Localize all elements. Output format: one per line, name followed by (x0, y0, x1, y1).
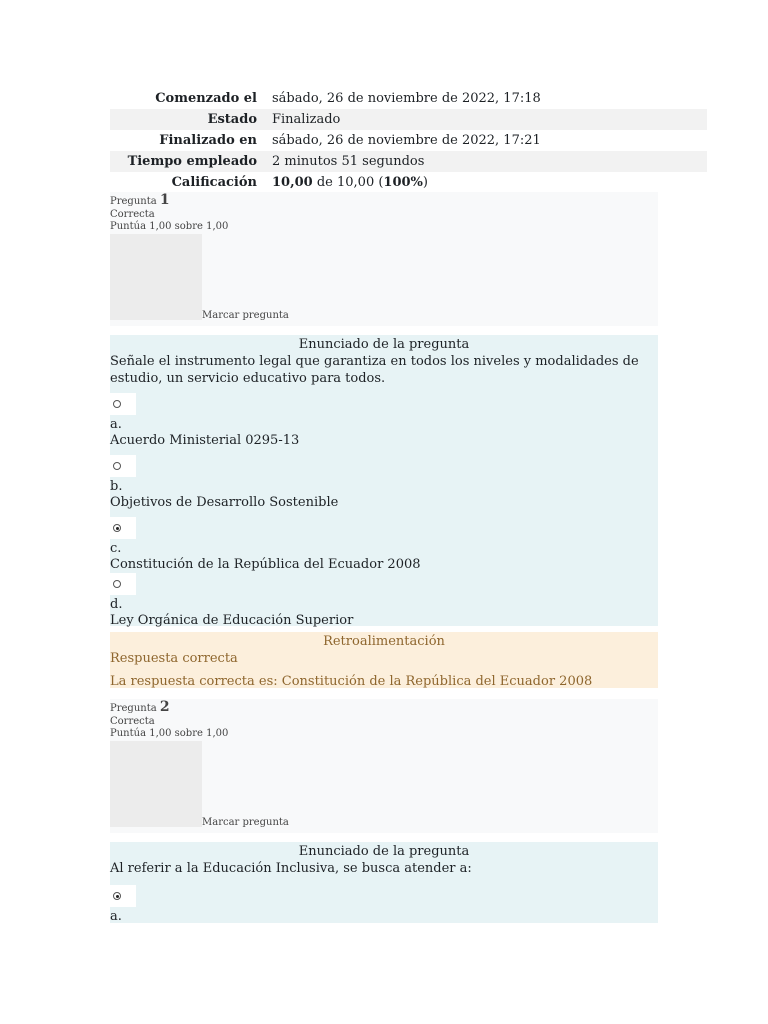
summary-label: Finalizado en (159, 133, 257, 148)
feedback-heading: Retroalimentación (323, 634, 445, 649)
option-text: Acuerdo Ministerial 0295-13 (110, 433, 300, 448)
question-heading: Enunciado de la pregunta (298, 337, 470, 352)
answer-option[interactable] (110, 455, 658, 511)
summary-label: Tiempo empleado (127, 154, 257, 169)
feedback-result: Respuesta correcta (110, 651, 238, 666)
question-num: 1 (159, 192, 170, 208)
question-heading: Enunciado de la pregunta (298, 844, 470, 859)
question-text-block (110, 335, 658, 626)
question-state: Correcta (110, 209, 155, 220)
summary-value: sábado, 26 de noviembre de 2022, 17:21 (272, 133, 541, 148)
question-text: Señale el instrumento legal que garantiza en todos los niveles y modalidades de estudio, un servicio educativo para todos. (110, 354, 639, 386)
question-state: Correcta (110, 716, 155, 727)
question-number (110, 700, 658, 716)
attempt-summary (110, 88, 707, 194)
feedback-answer: La respuesta correcta es: Constitución de la República del Ecuador 2008 (110, 674, 593, 689)
radio-cell (110, 517, 136, 539)
feedback-block (110, 632, 658, 688)
grade-score: 10,00 (272, 175, 313, 190)
question-grade: Puntúa 1,00 sobre 1,00 (110, 728, 229, 739)
answer-option[interactable] (110, 517, 658, 573)
summary-value: Finalizado (272, 112, 341, 127)
flag-area (110, 234, 202, 320)
answer-option[interactable] (110, 393, 658, 449)
grade-percent: 100% (383, 175, 423, 190)
radio-button-selected[interactable] (113, 524, 121, 532)
option-letter: b. (110, 479, 123, 494)
summary-value: 2 minutos 51 segundos (272, 154, 425, 169)
option-letter: a. (110, 909, 122, 924)
summary-label: Estado (207, 112, 257, 127)
option-text: Constitución de la República del Ecuador 2008 (110, 557, 421, 572)
summary-row-finished (110, 130, 707, 151)
answer-option[interactable] (110, 885, 658, 924)
grade-mid: de 10,00 ( (312, 175, 384, 190)
answer-option[interactable] (110, 573, 658, 629)
question-prefix: Pregunta (110, 703, 157, 714)
summary-value (272, 175, 658, 190)
question-text-block (110, 842, 658, 923)
question-number (110, 193, 658, 209)
option-text: Objetivos de Desarrollo Sostenible (110, 495, 339, 510)
question-prefix: Pregunta (110, 196, 157, 207)
radio-button[interactable] (113, 580, 121, 588)
summary-row-time (110, 151, 707, 172)
radio-button[interactable] (113, 462, 121, 470)
question-grade: Puntúa 1,00 sobre 1,00 (110, 221, 229, 232)
question-text: Al referir a la Educación Inclusiva, se busca atender a: (110, 861, 472, 876)
summary-label: Comenzado el (155, 91, 257, 106)
option-text: Ley Orgánica de Educación Superior (110, 613, 354, 628)
question-num: 2 (159, 699, 170, 715)
radio-button-selected[interactable] (113, 892, 121, 900)
option-letter: a. (110, 417, 122, 432)
option-letter: d. (110, 597, 123, 612)
flag-question-link[interactable]: Marcar pregunta (202, 310, 289, 321)
question-info (110, 192, 658, 326)
summary-label: Calificación (171, 175, 257, 190)
radio-cell (110, 573, 136, 595)
radio-cell (110, 885, 136, 907)
grade-end: ) (422, 175, 428, 190)
summary-value: sábado, 26 de noviembre de 2022, 17:18 (272, 91, 541, 106)
flag-question-link[interactable]: Marcar pregunta (202, 817, 289, 828)
summary-row-state (110, 109, 707, 130)
summary-row-started (110, 88, 707, 109)
flag-area (110, 741, 202, 827)
radio-cell (110, 455, 136, 477)
radio-cell (110, 393, 136, 415)
radio-button[interactable] (113, 400, 121, 408)
option-letter: c. (110, 541, 122, 556)
summary-row-grade (110, 172, 658, 194)
question-info (110, 699, 658, 833)
